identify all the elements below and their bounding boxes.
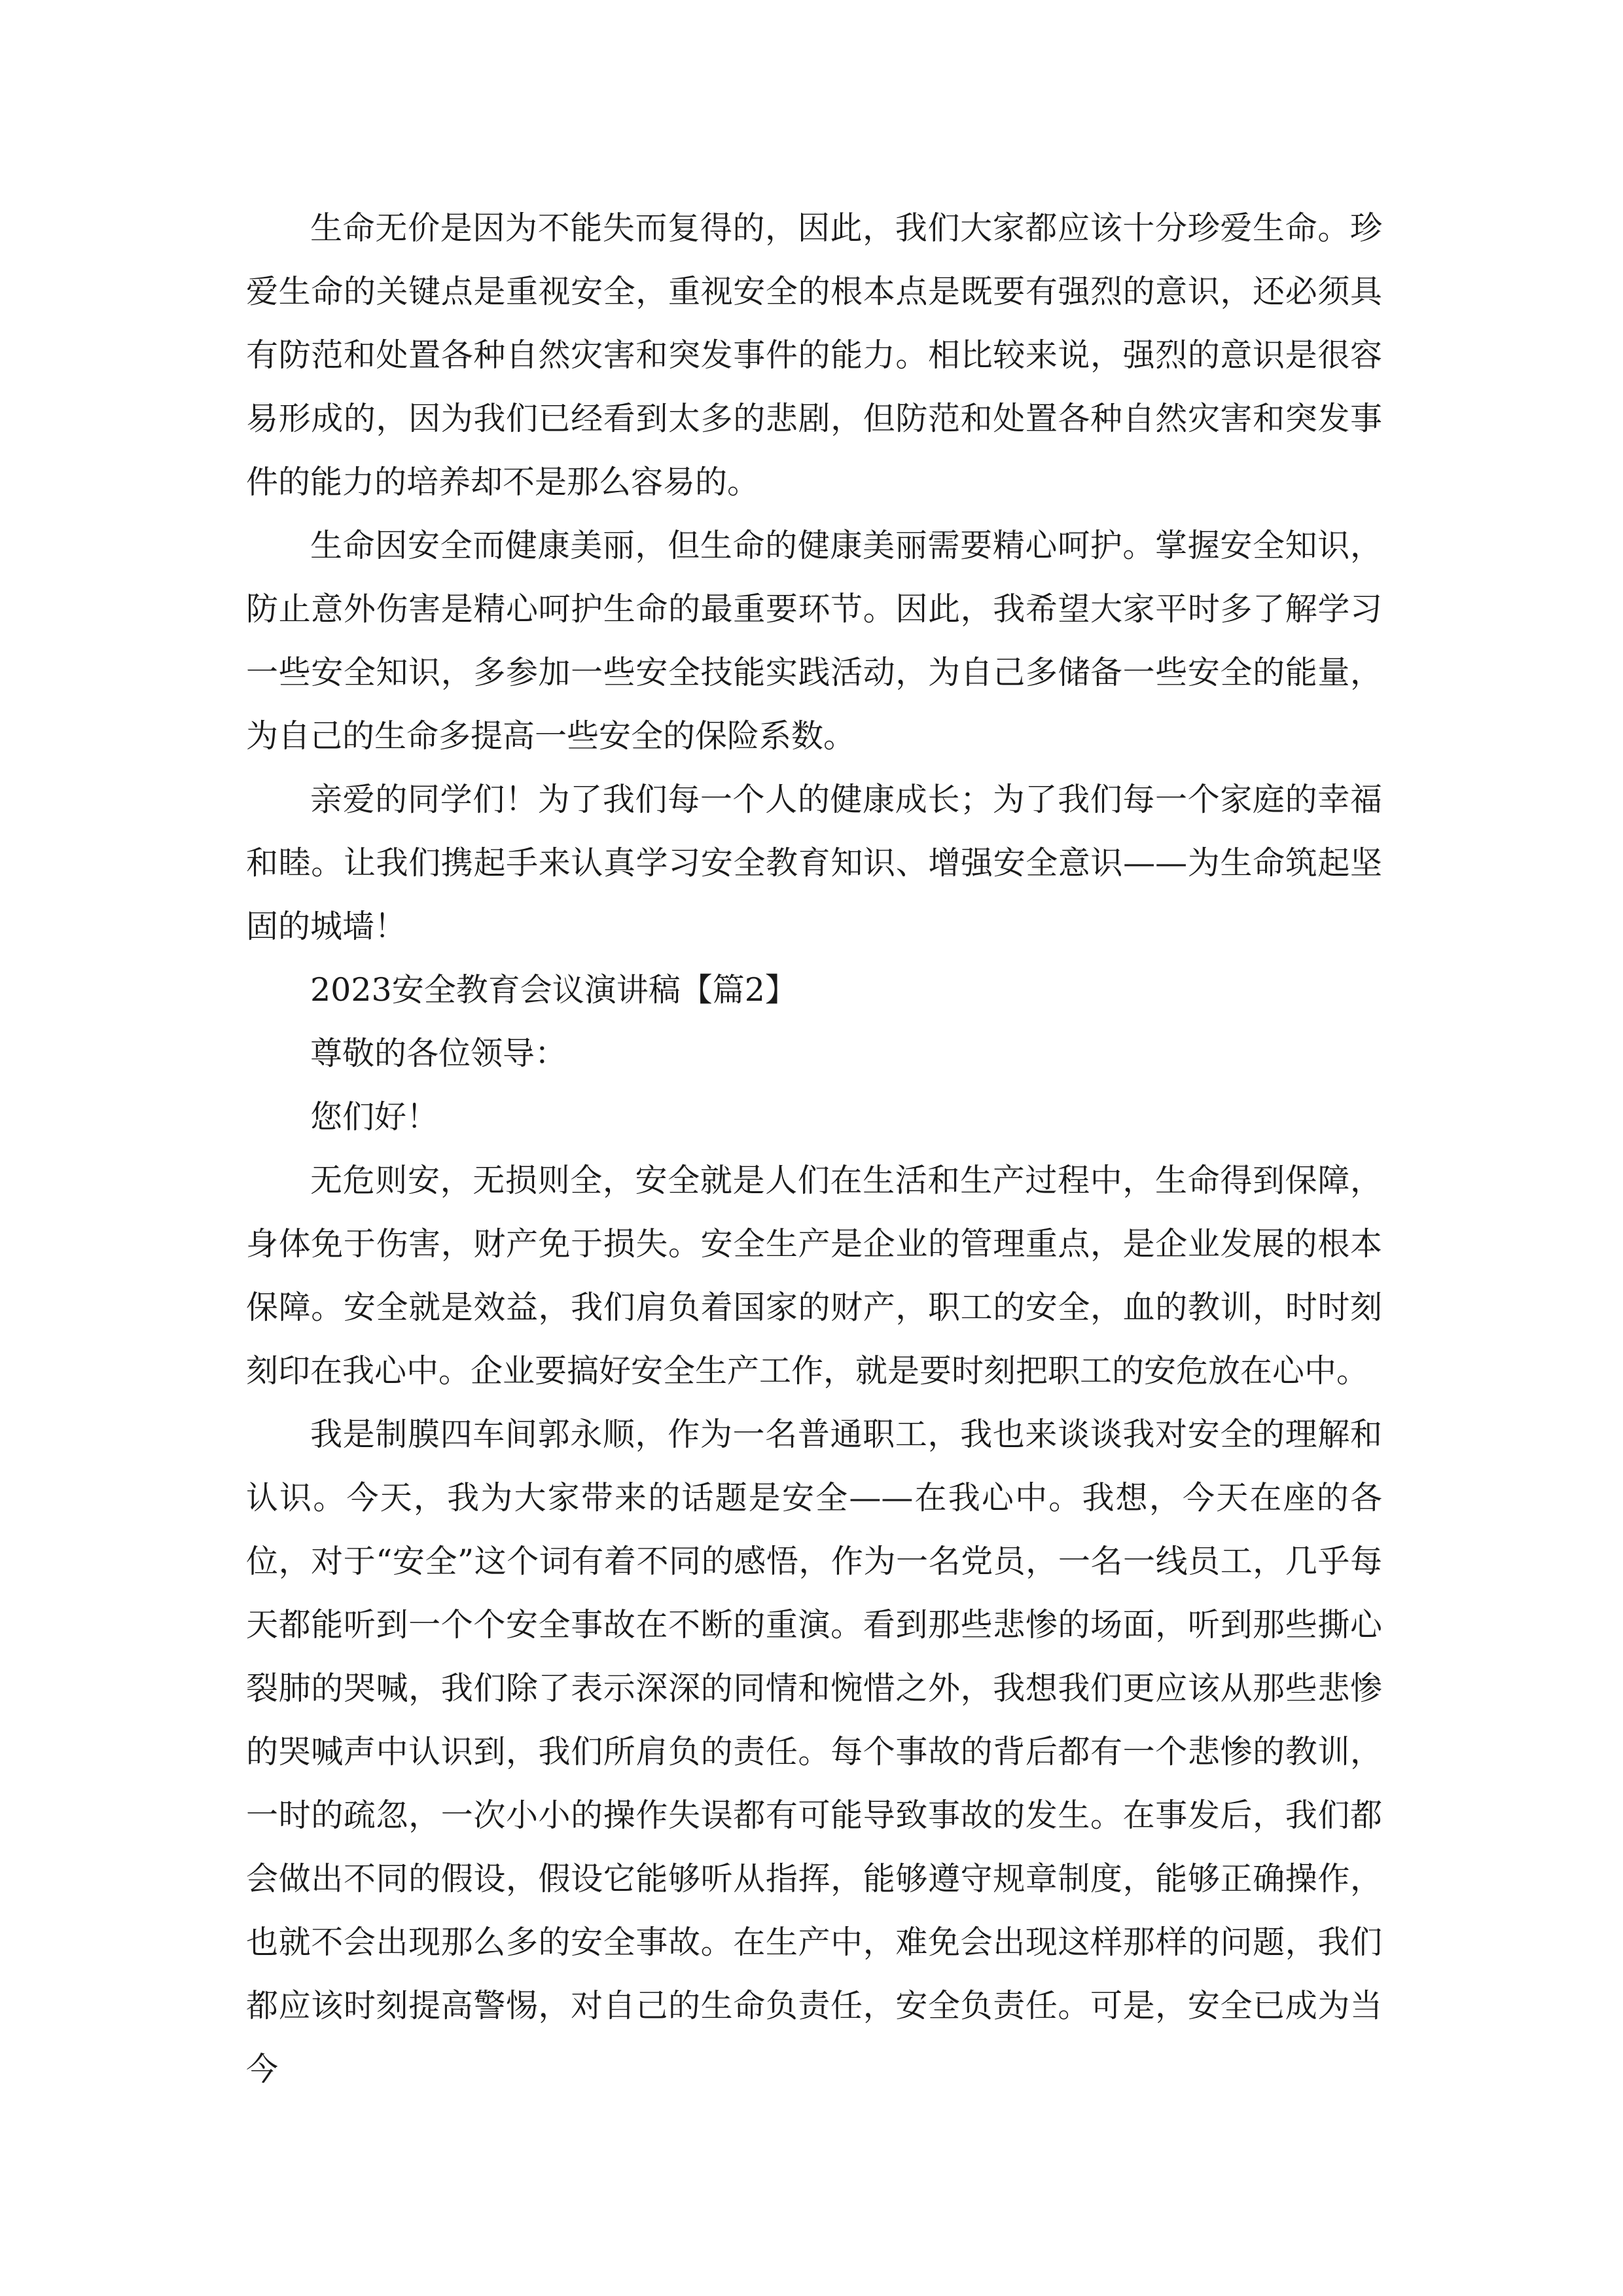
section-title: 2023安全教育会议演讲稿【篇2】 [310, 971, 797, 1009]
paragraph-speaker-intro: 我是制膜四车间郭永顺，作为一名普通职工，我也来谈谈我对安全的理解和认识。今天，我为大家带来的话题是安全——在我心中。我想，今天在座的各位，对于“安全”这个词有着不同的感悟，作为一名党员，一名一线员工，几乎每天都能听到一个个安全事故在不断的重演。看到那些悲惨的场面，听到那些撕心裂肺的哭喊，我们除了表示深深的同情和惋惜之外，我想我们更应该从那些悲惨的哭喊声中认识到，我们所肩负的责任。每个事故的背后都有一个悲惨的教训，一时的疏忽，一次小小的操作失误都有可能导致事故的发生。在事发后，我们都会做出不同的假设，假设它能够听从指挥，能够遵守规章制度，能够正确操作，也就不会出现那么多的安全事故。在生产中，难免会出现这样那样的问题，我们都应该时刻提高警惕，对自己的生命负责任，安全负责任。可是，安全已成为当今 [246, 1416, 1382, 2088]
paragraph-safety-knowledge: 生命因安全而健康美丽，但生命的健康美丽需要精心呵护。掌握安全知识，防止意外伤害是精心呵护生命的最重要环节。因此，我希望大家平时多了解学习一些安全知识，多参加一些安全技能实践活动，为自己多储备一些安全的能量，为自己的生命多提高一些安全的保险系数。 [246, 527, 1382, 755]
document-page [246, 196, 1382, 2101]
greeting: 您们好！ [310, 1098, 439, 1136]
paragraph-closing-appeal: 亲爱的同学们！为了我们每一个人的健康成长；为了我们每一个家庭的幸福和睦。让我们携起手来认真学习安全教育知识、增强安全意识——为生命筑起坚固的城墙！ [246, 781, 1382, 945]
paragraph-cherish-life: 生命无价是因为不能失而复得的，因此，我们大家都应该十分珍爱生命。珍爱生命的关键点是重视安全，重视安全的根本点是既要有强烈的意识，还必须具有防范和处置各种自然灾害和突发事件的能力。相比较来说，强烈的意识是很容易形成的，因为我们已经看到太多的悲剧，但防范和处置各种自然灾害和突发事件的能力的培养却不是那么容易的。 [246, 209, 1382, 501]
salutation: 尊敬的各位领导： [310, 1035, 567, 1072]
paragraph-safety-definition: 无危则安，无损则全，安全就是人们在生活和生产过程中，生命得到保障，身体免于伤害，财产免于损失。安全生产是企业的管理重点，是企业发展的根本保障。安全就是效益，我们肩负着国家的财产，职工的安全，血的教训，时时刻刻印在我心中。企业要搞好安全生产工作，就是要时刻把职工的安危放在心中。 [246, 1162, 1382, 1390]
